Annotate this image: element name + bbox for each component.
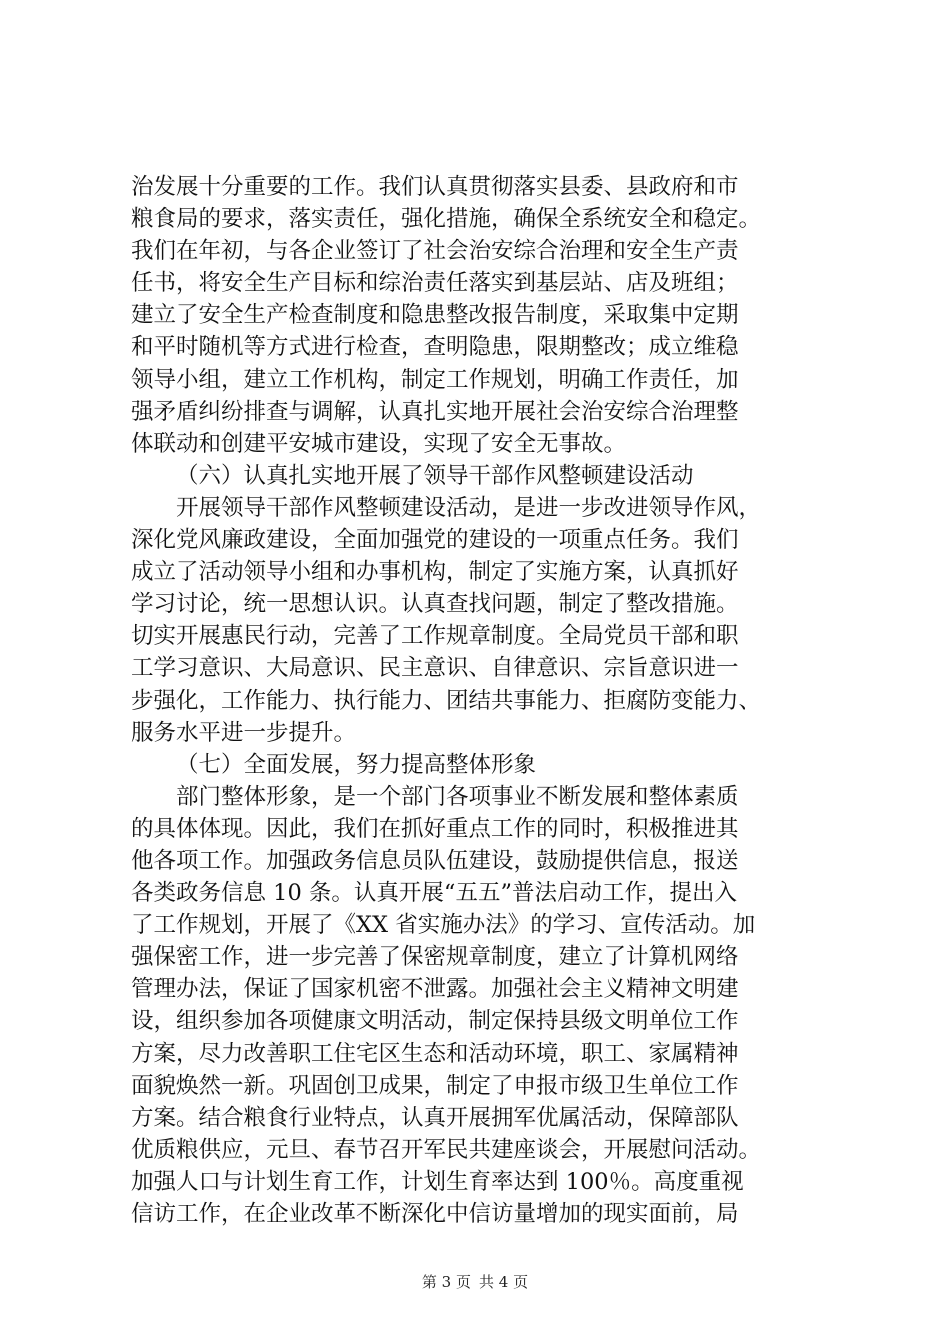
text-line: 我们在年初，与各企业签订了社会治安综合治理和安全生产责	[131, 238, 739, 265]
text-line: 方案，尽力改善职工住宅区生态和活动环境，职工、家属精神	[131, 1040, 739, 1067]
text-line: 设，组织参加各项健康文明活动，制定保持县级文明单位工作	[131, 1008, 739, 1035]
text-line: 学习讨论，统一思想认识。认真查找问题，制定了整改措施。	[131, 591, 739, 618]
paragraph-first-line: 部门整体形象，是一个部门各项事业不断发展和整体素质	[176, 783, 739, 810]
text-line: 优质粮供应，元旦、春节召开军民共建座谈会，开展慰问活动。	[131, 1136, 762, 1163]
text-line: 的具体体现。因此，我们在抓好重点工作的同时，积极推进其	[131, 815, 739, 842]
text-line: 面貌焕然一新。巩固创卫成果，制定了申报市级卫生单位工作	[131, 1072, 739, 1099]
text-line: 管理办法，保证了国家机密不泄露。加强社会主义精神文明建	[131, 976, 739, 1003]
text-line: 粮食局的要求，落实责任，强化措施，确保全系统安全和稳定。	[131, 206, 762, 233]
text-line: 切实开展惠民行动，完善了工作规章制度。全局党员干部和职	[131, 623, 739, 650]
text-line: 工学习意识、大局意识、民主意识、自律意识、宗旨意识进一	[131, 655, 739, 682]
text-line: 他各项工作。加强政务信息员队伍建设，鼓励提供信息，报送	[131, 847, 739, 874]
section-heading: （六）认真扎实地开展了领导干部作风整顿建设活动	[176, 462, 694, 489]
page-footer	[0, 1272, 950, 1292]
text-line: 各类政务信息 10 条。认真开展“五五”普法启动工作，提出入	[131, 880, 737, 907]
page-total: 共 4 页	[479, 1273, 529, 1291]
page-number: 第 3 页	[421, 1273, 471, 1291]
text-line: 强矛盾纠纷排查与调解，认真扎实地开展社会治安综合治理整	[131, 398, 739, 425]
text-line: 领导小组，建立工作机构，制定工作规划，明确工作责任，加	[131, 366, 739, 393]
text-line: 深化党风廉政建设，全面加强党的建设的一项重点任务。我们	[131, 527, 739, 554]
text-line: 任书，将安全生产目标和综治责任落实到基层站、店及班组；	[131, 270, 739, 297]
text-line: 了工作规划，开展了《XX 省实施办法》的学习、宣传活动。加	[131, 912, 756, 939]
paragraph-first-line: 开展领导干部作风整顿建设活动，是进一步改进领导作风，	[176, 494, 762, 521]
body-text	[131, 171, 831, 1230]
text-line: 方案。结合粮食行业特点，认真开展拥军优属活动，保障部队	[131, 1104, 739, 1131]
text-line: 强保密工作，进一步完善了保密规章制度，建立了计算机网络	[131, 944, 739, 971]
text-line: 成立了活动领导小组和办事机构，制定了实施方案，认真抓好	[131, 559, 739, 586]
text-line: 步强化，工作能力、执行能力、团结共事能力、拒腐防变能力、	[131, 687, 762, 714]
text-line: 治发展十分重要的工作。我们认真贯彻落实县委、县政府和市	[131, 174, 739, 200]
text-line: 体联动和创建平安城市建设，实现了安全无事故。	[131, 430, 627, 457]
text-line: 信访工作，在企业改革不断深化中信访量增加的现实面前，局	[131, 1201, 739, 1227]
text-line: 和平时随机等方式进行检查，查明隐患，限期整改；成立维稳	[131, 334, 739, 361]
section-heading: （七）全面发展，努力提高整体形象	[176, 751, 537, 778]
text-line: 建立了安全生产检查制度和隐患整改报告制度，采取集中定期	[131, 302, 739, 329]
text-line: 加强人口与计划生育工作，计划生育率达到 100％。高度重视	[131, 1168, 744, 1195]
text-line: 服务水平进一步提升。	[131, 719, 357, 746]
